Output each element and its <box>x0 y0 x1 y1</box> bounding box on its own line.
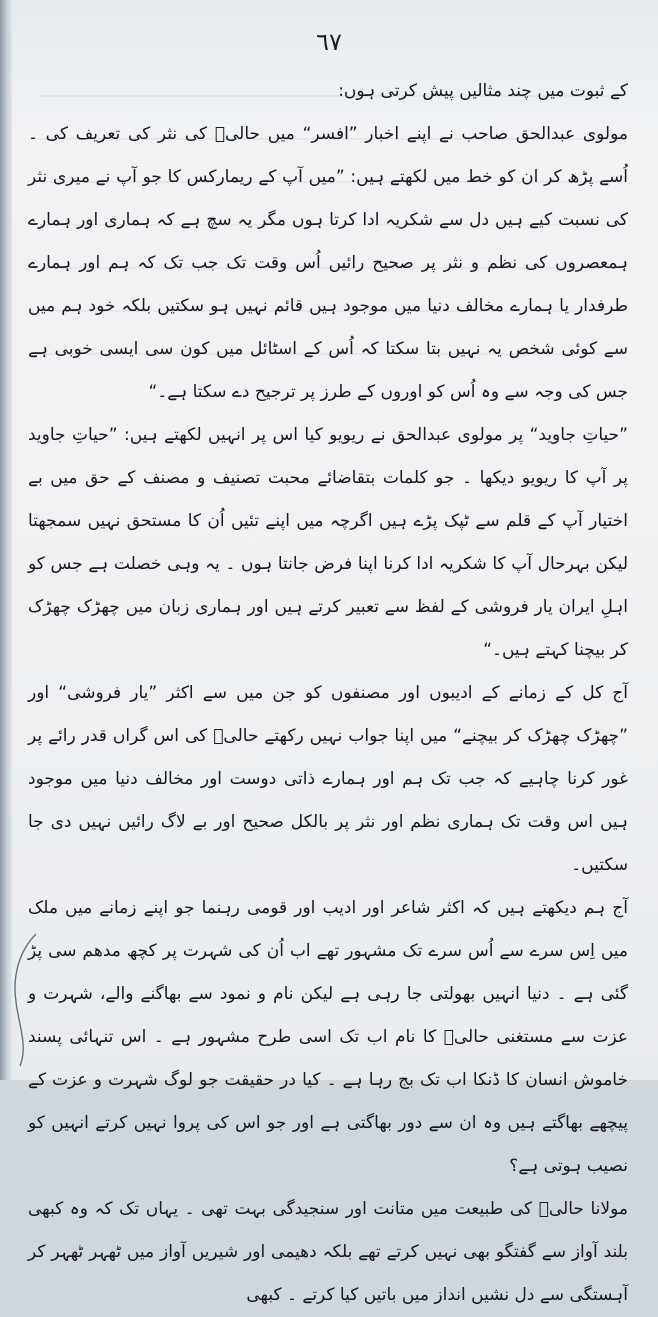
page-number: ٦٧ <box>316 28 342 56</box>
paragraph-letter-one: مولوی عبدالحق صاحب نے اپنے اخبار ”افسر“ میں حالیؔ کی نثر کی تعریف کی ۔ اُسے پڑھ کر ان کو خط میں لکھتے ہیں: ”میں آپ کے ریمارکس کا جو آپ نے میری نثر کی نسبت کیے ہیں دل سے شکریہ ادا کرتا ہوں مگر یہ سچ ہے کہ ہماری اور ہمارے ہمعصروں کی نظم و نثر پر صحیح رائیں اُس وقت تک جب تک کہ ہم اور ہمارے طرفدار یا ہمارے مخالف دنیا میں موجود ہیں قائم نہیں ہو سکتیں بلکہ خود ہم میں سے کوئی شخص یہ نہیں بتا سکتا کہ اُس کے اسٹائل میں کون سی ایسی خوبی ہے جس کی وجہ سے وہ اُس کو اوروں کے طرز پر ترجیح دے سکتا ہے۔“ <box>28 124 628 402</box>
paragraph-intro: کے ثبوت میں چند مثالیں پیش کرتی ہوں: <box>338 81 628 101</box>
paragraph-commentary: آج کل کے زمانے کے ادیبوں اور مصنفوں کو جن میں سے اکثر ”یار فروشی“ اور ”چھڑک چھڑک کر بیچنے“ میں اپنا جواب نہیں رکھتے حالیؔ کی اس گراں قدر رائے پر غور کرنا چاہیے کہ جب تک ہم اور ہمارے ذاتی دوست اور مخالف دنیا میں موجود ہیں اس وقت تک ہماری نظم اور نثر پر بالکل صحیح اور بے لاگ رائیں نہیں دی جا سکتیں۔ <box>28 683 628 875</box>
paragraph-fame: آج ہم دیکھتے ہیں کہ اکثر شاعر اور ادیب اور قومی رہنما جو اپنے زمانے میں ملک میں اِس سرے سے اُس سرے تک مشہور تھے اب اُن کی شہرت پر کچھ مدھم سی پڑ گئی ہے ۔ دنیا انہیں بھولتی جا رہی ہے لیکن نام و نمود سے بھاگنے والے، شہرت و عزت سے مستغنی حالیؔ کا نام اب تک اسی طرح مشہور ہے ۔ اس تنہائی پسند خاموش انسان کا ڈنکا اب تک بج رہا ہے ۔ کیا در حقیقت جو لوگ شہرت و عزت کے پیچھے بھاگتے ہیں وہ ان سے دور بھاگتی ہے اور جو اس کی پروا نہیں کرتے انہیں کو نصیب ہوتی ہے؟ <box>28 898 628 1176</box>
paragraph-hayat-e-javed: ”حیاتِ جاوید“ پر مولوی عبدالحق نے ریویو کیا اس پر انہیں لکھتے ہیں: ”حیاتِ جاوید پر آپ کا ریویو دیکھا ۔ جو کلمات بتقاضائے محبت تصنیف و مصنف کے حق میں بے اختیار آپ کے قلم سے ٹپک پڑے ہیں اگرچہ میں اپنے تئیں اُن کا مستحق نہیں سمجھتا لیکن بہرحال آپ کا شکریہ ادا کرنا اپنا فرض جانتا ہوں ۔ یہ وہی خصلت ہے جس کو اہلِ ایران یار فروشی کے لفظ سے تعبیر کرتے ہیں اور ہماری زبان میں چھڑک چھڑک کر بیچنا کہتے ہیں۔“ <box>28 425 628 660</box>
paragraph-temperament: مولانا حالیؔ کی طبیعت میں متانت اور سنجیدگی بہت تھی ۔ یہاں تک کہ وہ کبھی بلند آواز سے گفتگو بھی نہیں کرتے تھے بلکہ دھیمی اور شیریں آواز میں ٹھہر ٹھہر کر آہستگی سے دل نشیں انداز میں باتیں کیا کرتے ۔ کبھی <box>28 1199 628 1305</box>
margin-pencil-mark <box>6 930 46 1070</box>
page-body <box>28 70 628 1317</box>
page-binding-edge <box>0 0 12 1080</box>
